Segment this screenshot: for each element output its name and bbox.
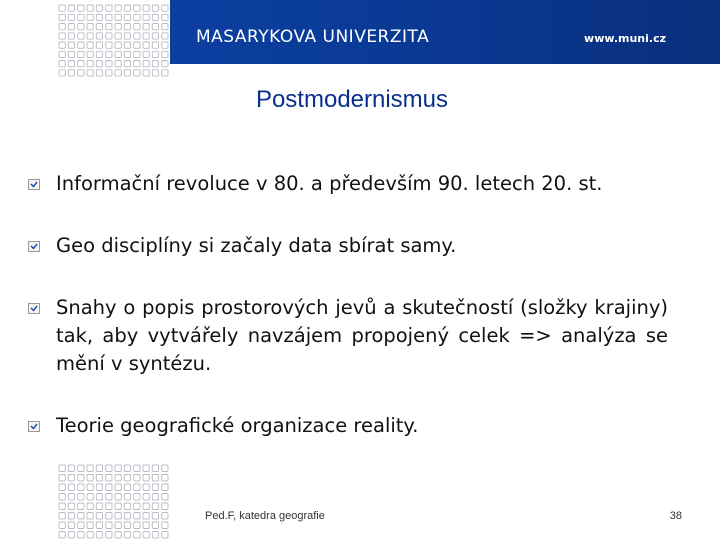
logo-grid-cell (162, 5, 168, 11)
logo-grid-cell (143, 465, 149, 472)
logo-grid-cell (124, 70, 130, 76)
checkbox-bullet-icon (28, 241, 40, 252)
logo-grid-cell (124, 484, 130, 491)
logo-grid-cell (96, 484, 102, 491)
logo-grid-cell (152, 475, 158, 482)
logo-grid-cell (87, 494, 93, 501)
logo-grid-cell (115, 532, 121, 539)
logo-grid-cell (115, 465, 121, 472)
logo-grid-cell (106, 61, 112, 67)
logo-grid-cell (162, 465, 168, 472)
logo-grid-cell (106, 70, 112, 76)
logo-grid-cell (106, 42, 112, 48)
logo-grid-cell (68, 42, 74, 48)
logo-grid-cell (68, 475, 74, 482)
logo-grid-cell (87, 503, 93, 510)
logo-grid-cell (87, 42, 93, 48)
logo-grid-cell (152, 484, 158, 491)
logo-grid-cell (78, 61, 84, 67)
logo-grid-cell (78, 513, 84, 520)
logo-grid-cell (143, 14, 149, 20)
logo-grid-cell (124, 24, 130, 30)
logo-grid-cell (115, 42, 121, 48)
logo-grid-cell (134, 70, 140, 76)
logo-grid-cell (124, 5, 130, 11)
bullet-item (28, 294, 668, 378)
logo-grid-cell (78, 5, 84, 11)
logo-grid-cell (87, 61, 93, 67)
logo-grid-cell (134, 465, 140, 472)
logo-grid-cell (59, 5, 65, 11)
footer-logo-icon (58, 464, 170, 540)
logo-grid-cell (124, 513, 130, 520)
logo-grid-cell (68, 5, 74, 11)
checkbox-bullet-icon (28, 303, 40, 314)
logo-grid-cell (124, 532, 130, 539)
logo-grid-cell (143, 24, 149, 30)
logo-grid-cell (59, 61, 65, 67)
logo-grid-cell (143, 61, 149, 67)
logo-grid-cell (78, 70, 84, 76)
logo-grid-cell (106, 494, 112, 501)
logo-grid-cell (162, 61, 168, 67)
logo-grid-cell (68, 532, 74, 539)
logo-grid-cell (124, 522, 130, 529)
logo-grid-cell (152, 70, 158, 76)
logo-grid-cell (152, 51, 158, 57)
bullet-item (28, 232, 668, 260)
logo-grid-cell (152, 5, 158, 11)
logo-grid-cell (162, 532, 168, 539)
logo-grid-cell (143, 475, 149, 482)
logo-grid-cell (96, 14, 102, 20)
logo-grid-cell (68, 33, 74, 39)
checkbox-bullet-icon (28, 179, 40, 190)
logo-grid-cell (78, 503, 84, 510)
logo-grid-cell (124, 51, 130, 57)
logo-grid-cell (134, 33, 140, 39)
logo-grid-cell (87, 532, 93, 539)
logo-grid-cell (87, 33, 93, 39)
bullet-list (28, 170, 668, 440)
logo-grid-cell (87, 24, 93, 30)
logo-grid-cell (134, 532, 140, 539)
logo-grid-cell (152, 42, 158, 48)
logo-grid-cell (143, 5, 149, 11)
logo-grid-cell (162, 484, 168, 491)
logo-grid-cell (96, 24, 102, 30)
logo-grid-cell (106, 532, 112, 539)
logo-grid-cell (78, 475, 84, 482)
logo-grid-cell (106, 14, 112, 20)
logo-grid-cell (96, 475, 102, 482)
logo-grid-cell (152, 14, 158, 20)
logo-grid-cell (59, 51, 65, 57)
logo-grid-cell (96, 513, 102, 520)
logo-grid-cell (87, 5, 93, 11)
logo-grid-cell (115, 5, 121, 11)
bullet-item (28, 170, 668, 198)
logo-grid-cell (59, 475, 65, 482)
logo-grid-cell (162, 24, 168, 30)
logo-grid-cell (96, 61, 102, 67)
logo-grid-cell (68, 513, 74, 520)
logo-grid-cell (134, 494, 140, 501)
logo-grid-cell (59, 513, 65, 520)
logo-grid-cell (96, 51, 102, 57)
logo-grid-cell (115, 14, 121, 20)
logo-grid-cell (96, 70, 102, 76)
logo-grid-cell (59, 532, 65, 539)
page-number: 38 (669, 510, 682, 522)
logo-grid-cell (106, 475, 112, 482)
logo-grid-cell (162, 503, 168, 510)
logo-grid-cell (115, 475, 121, 482)
website-link[interactable]: www.muni.cz (584, 32, 666, 45)
bullet-text: Teorie geografické organizace reality. (56, 414, 419, 437)
logo-grid-cell (96, 503, 102, 510)
logo-grid-cell (115, 51, 121, 57)
logo-grid-cell (152, 24, 158, 30)
logo-grid-cell (162, 33, 168, 39)
logo-grid-cell (143, 51, 149, 57)
logo-grid-cell (124, 42, 130, 48)
logo-grid-cell (59, 484, 65, 491)
logo-grid-cell (106, 484, 112, 491)
logo-grid-cell (124, 503, 130, 510)
logo-grid-cell (143, 484, 149, 491)
logo-grid-cell (59, 24, 65, 30)
logo-grid-cell (96, 5, 102, 11)
logo-grid-cell (143, 494, 149, 501)
logo-grid-cell (162, 51, 168, 57)
logo-grid-cell (134, 503, 140, 510)
logo-grid-cell (78, 465, 84, 472)
logo-grid-cell (106, 503, 112, 510)
logo-grid-cell (59, 503, 65, 510)
logo-grid-cell (106, 33, 112, 39)
logo-grid-cell (59, 494, 65, 501)
logo-grid-cell (96, 494, 102, 501)
bullet-text: Informační revoluce v 80. a především 90. letech 20. st. (56, 172, 603, 195)
logo-grid-cell (134, 484, 140, 491)
logo-grid-cell (134, 513, 140, 520)
logo-grid-cell (124, 61, 130, 67)
logo-grid-cell (143, 513, 149, 520)
logo-grid-cell (152, 494, 158, 501)
logo-grid-cell (124, 465, 130, 472)
bullet-text: Geo disciplíny si začaly data sbírat samy. (56, 234, 457, 257)
logo-grid-cell (59, 465, 65, 472)
logo-grid-cell (78, 484, 84, 491)
logo-grid-cell (78, 33, 84, 39)
logo-grid-cell (162, 475, 168, 482)
logo-grid-cell (134, 42, 140, 48)
logo-grid-cell (162, 70, 168, 76)
logo-grid-cell (134, 24, 140, 30)
logo-grid-cell (106, 522, 112, 529)
logo-grid-cell (59, 70, 65, 76)
logo-grid-cell (87, 465, 93, 472)
logo-grid-cell (78, 51, 84, 57)
footer-department: Ped.F, katedra geografie (205, 510, 325, 522)
logo-grid-cell (68, 522, 74, 529)
bullet-item (28, 412, 668, 440)
logo-grid-cell (59, 42, 65, 48)
logo-grid-cell (152, 503, 158, 510)
logo-grid-cell (115, 24, 121, 30)
logo-grid-cell (87, 484, 93, 491)
logo-grid-cell (143, 522, 149, 529)
logo-grid-cell (152, 465, 158, 472)
logo-grid-cell (68, 484, 74, 491)
logo-grid-cell (134, 61, 140, 67)
logo-grid-cell (134, 14, 140, 20)
logo-grid-cell (115, 513, 121, 520)
university-logo-icon (58, 4, 170, 78)
logo-grid-cell (115, 61, 121, 67)
logo-grid-cell (115, 494, 121, 501)
logo-grid-cell (68, 51, 74, 57)
logo-grid-cell (162, 522, 168, 529)
logo-grid-cell (162, 494, 168, 501)
logo-grid-cell (134, 522, 140, 529)
logo-grid-cell (124, 14, 130, 20)
logo-grid-cell (152, 33, 158, 39)
logo-grid-cell (96, 465, 102, 472)
logo-grid-cell (106, 51, 112, 57)
logo-grid-cell (115, 522, 121, 529)
logo-grid-cell (106, 5, 112, 11)
logo-grid-cell (162, 42, 168, 48)
logo-grid-cell (87, 70, 93, 76)
logo-grid-cell (68, 24, 74, 30)
logo-grid-cell (143, 42, 149, 48)
logo-grid-cell (143, 70, 149, 76)
logo-grid-cell (87, 14, 93, 20)
logo-grid-cell (143, 33, 149, 39)
logo-grid-cell (134, 5, 140, 11)
logo-grid-cell (68, 70, 74, 76)
logo-grid-cell (124, 33, 130, 39)
logo-grid-cell (78, 532, 84, 539)
logo-grid-cell (78, 42, 84, 48)
logo-grid-cell (68, 14, 74, 20)
logo-grid-cell (78, 14, 84, 20)
logo-grid-cell (87, 522, 93, 529)
logo-grid-cell (124, 475, 130, 482)
logo-grid-cell (87, 475, 93, 482)
logo-grid-cell (59, 14, 65, 20)
logo-grid-cell (152, 61, 158, 67)
logo-grid-cell (59, 33, 65, 39)
logo-grid-cell (106, 513, 112, 520)
slide-title: Postmodernismus (255, 86, 449, 113)
logo-grid-cell (78, 494, 84, 501)
logo-grid-cell (87, 513, 93, 520)
logo-grid-cell (96, 522, 102, 529)
logo-grid-cell (143, 532, 149, 539)
logo-grid-cell (162, 14, 168, 20)
logo-grid-cell (143, 503, 149, 510)
logo-grid-cell (115, 484, 121, 491)
logo-grid-cell (78, 522, 84, 529)
logo-grid-cell (78, 24, 84, 30)
logo-grid-cell (87, 51, 93, 57)
bullet-text: Snahy o popis prostorových jevů a skutečností (složky krajiny) tak, aby vytvářely navzájem propojený celek => analýza se mění v syntézu. (56, 296, 668, 375)
header-banner (0, 0, 720, 80)
logo-grid-cell (152, 532, 158, 539)
logo-grid-cell (115, 503, 121, 510)
logo-grid-cell (96, 33, 102, 39)
logo-grid-cell (106, 24, 112, 30)
university-name: MASARYKOVA UNIVERZITA (196, 27, 430, 47)
logo-grid-cell (134, 475, 140, 482)
logo-grid-cell (115, 70, 121, 76)
logo-grid-cell (152, 513, 158, 520)
logo-grid-cell (68, 465, 74, 472)
logo-grid-cell (96, 42, 102, 48)
logo-grid-cell (115, 33, 121, 39)
logo-grid-cell (106, 465, 112, 472)
logo-grid-cell (68, 61, 74, 67)
logo-grid-cell (124, 494, 130, 501)
logo-grid-cell (68, 494, 74, 501)
logo-grid-cell (59, 522, 65, 529)
logo-grid-cell (162, 513, 168, 520)
logo-grid-cell (96, 532, 102, 539)
logo-grid-cell (134, 51, 140, 57)
logo-grid-cell (68, 503, 74, 510)
logo-grid-cell (152, 522, 158, 529)
checkbox-bullet-icon (28, 421, 40, 432)
